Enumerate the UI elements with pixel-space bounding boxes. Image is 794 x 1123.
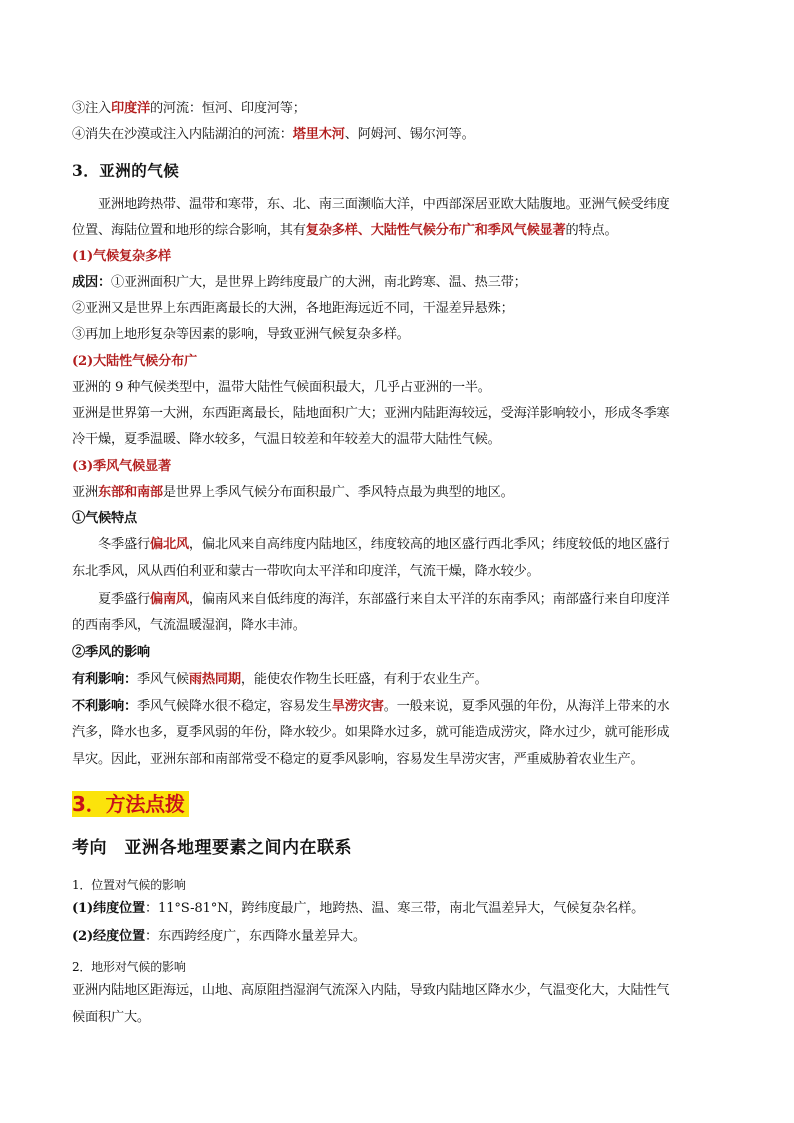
subheading-complex-climate: (1)气候复杂多样: [72, 249, 171, 264]
topic-heading: 考向 亚洲各地理要素之间内在联系: [72, 838, 352, 858]
highlight-indian-ocean: 印度洋: [110, 101, 150, 116]
paragraph-line: 汽多，降水也多，夏季风弱的年份，降水较少。如果降水过多，就可能造成涝灾，降水过少，就可能形成: [72, 725, 670, 740]
section-title-asia-climate: 3．亚洲的气候: [72, 161, 180, 180]
paragraph-line: 有利影响：季风气候雨热同期，能使农作物生长旺盛，有利于农业生产。: [72, 672, 488, 687]
climate-features-highlight: 复杂多样、大陆性气候分布广和季风气候显著: [305, 223, 566, 238]
cause-line: ②亚洲又是世界上东西距离最长的大洲，各地距海远近不同，干湿差异悬殊；: [72, 301, 514, 316]
paragraph-line: (1)纬度位置：11°S-81°N，跨纬度最广，地跨热、温、寒三带，南北气温差异大，气候复杂名样。: [72, 901, 645, 916]
rain-heat-highlight: 雨热同期: [188, 672, 241, 687]
subheading-climate-features: ①气候特点: [72, 511, 137, 526]
paragraph-line: 位置、海陆位置和地形的综合影响，其有复杂多样、大陆性气候分布广和季风气候显著的特点。: [72, 223, 618, 238]
paragraph-line: 的西南季风，气流温暖湿润，降水丰沛。: [72, 618, 306, 633]
subheading-continental-climate: (2)大陆性气候分布广: [72, 354, 197, 369]
cause-line: 成因：①亚洲面积广大，是世界上跨纬度最广的大洲，南北跨寒、温、热三带；: [72, 275, 527, 290]
north-wind-highlight: 偏北风: [149, 537, 189, 552]
paragraph-line: 候面积广大。: [72, 1010, 150, 1025]
paragraph-line: 夏季盛行偏南风，偏南风来自低纬度的海洋，东部盛行来自太平洋的东南季风；南部盛行来自印度洋: [98, 592, 670, 607]
paragraph-line: 冬季盛行偏北风，偏北风来自高纬度内陆地区，纬度较高的地区盛行西北季风；纬度较低的地区盛行: [98, 537, 670, 552]
highlight-tarim-river: 塔里木河: [292, 127, 345, 142]
subheading-monsoon-impact: ②季风的影响: [72, 645, 150, 660]
river-item-4: ④消失在沙漠或注入内陆湖泊的河流：塔里木河、阿姆河、锡尔河等。: [72, 127, 475, 142]
paragraph-line: 冷干燥，夏季温暖、降水较多，气温日较差和年较差大的温带大陆性气候。: [72, 432, 501, 447]
paragraph-line: (2)经度位置：东西跨经度广，东西降水量差异大。: [72, 929, 366, 944]
drought-flood-highlight: 旱涝灾害: [331, 699, 384, 714]
paragraph-line: 亚洲地跨热带、温带和寒带，东、北、南三面濒临大洋，中西部深居亚欧大陆腹地。亚洲气候受纬度: [98, 197, 670, 212]
paragraph-line: 亚洲的 9 种气候类型中，温带大陆性气候面积最大，几乎占亚洲的一半。: [72, 380, 491, 395]
paragraph-line: 亚洲内陆地区距海远，山地、高原阻挡湿润气流深入内陆，导致内陆地区降水少，气温变化大，大陆性气: [72, 983, 670, 998]
method-heading-wrap: [72, 791, 732, 819]
paragraph-line: 不利影响：季风气候降水很不稳定，容易发生旱涝灾害。一般来说，夏季风强的年份，从海洋上带来的水: [72, 699, 670, 714]
paragraph-line: 亚洲是世界第一大洲，东西距离最长，陆地面积广大；亚洲内陆距海较远，受海洋影响较小，形成冬季寒: [72, 406, 670, 421]
river-item-3: ③注入印度洋的河流：恒河、印度河等；: [72, 101, 306, 116]
paragraph-line: 亚洲东部和南部是世界上季风气候分布面积最广、季风特点最为典型的地区。: [72, 485, 514, 500]
paragraph-line: 东北季风，风从西伯利亚和蒙古一带吹向太平洋和印度洋，气流干燥，降水较少。: [72, 564, 540, 579]
item-heading: 1．位置对气候的影响: [72, 878, 186, 892]
south-wind-highlight: 偏南风: [149, 592, 189, 607]
subheading-monsoon-climate: (3)季风气候显著: [72, 459, 171, 474]
method-heading: 3．方法点拨: [72, 791, 189, 817]
item-heading: 2．地形对气候的影响: [72, 960, 186, 974]
east-south-highlight: 东部和南部: [97, 485, 163, 500]
cause-line: ③再加上地形复杂等因素的影响，导致亚洲气候复杂多样。: [72, 327, 410, 342]
paragraph-line: 旱灾。因此，亚洲东部和南部常受不稳定的夏季风影响，容易发生旱涝灾害，严重威胁着农业生产。: [72, 752, 644, 767]
